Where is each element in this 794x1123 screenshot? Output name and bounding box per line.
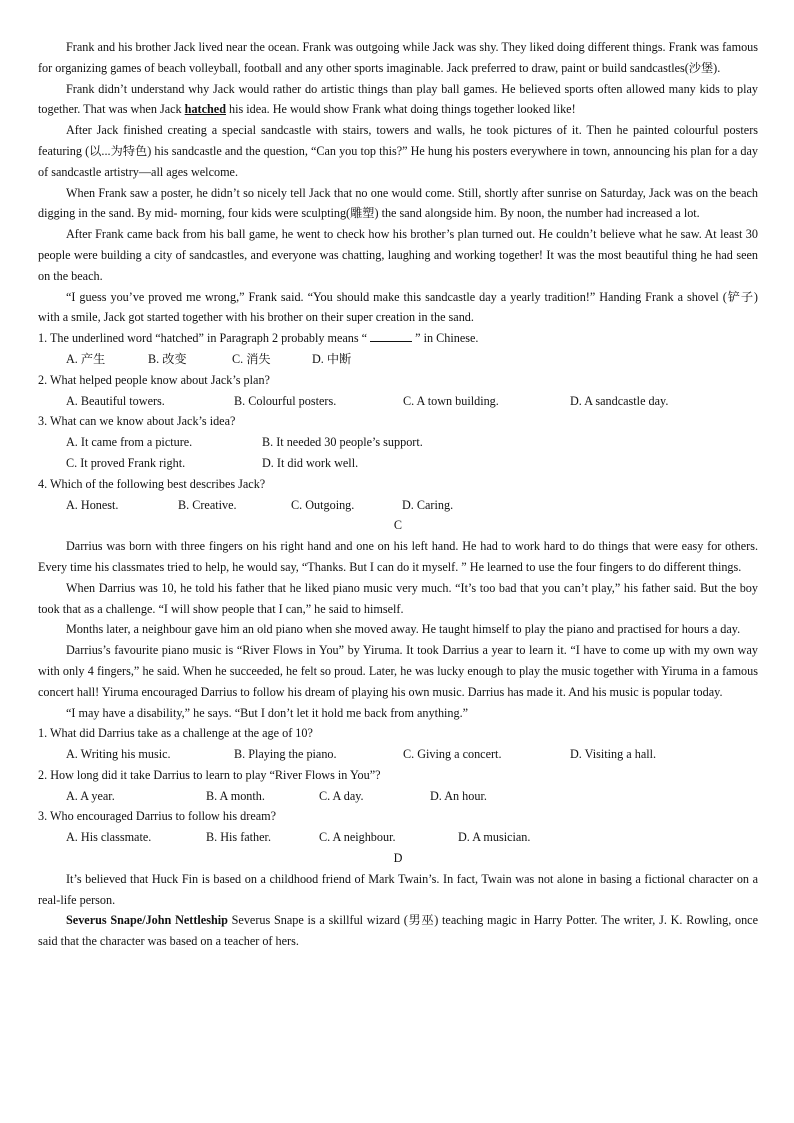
question-b2: 2. What helped people know about Jack’s plan? [38,372,270,387]
question-b2-options [38,391,758,412]
passage-b-paragraph-6: “I guess you’ve proved me wrong,” Frank said. “You should make this sandcastle day a yearly tradition!” Handing Frank a shovel (铲子) with a smile, Jack got started together with his brother on their super creation in the sand. [38,289,758,325]
option: A. Writing his music. [66,747,171,762]
option: B. Playing the piano. [234,747,337,762]
bold-lead: Severus Snape/John Nettleship [66,913,228,928]
question-c2: 2. How long did it take Darrius to learn to play “River Flows in You”? [38,767,381,782]
passage-b-paragraph-1: Frank and his brother Jack lived near the ocean. Frank was outgoing while Jack was shy. They liked doing different things. Frank was famous for organizing games of beach volleyball, football and any other sports imaginable. Jack preferred to draw, paint or build sandcastles(沙堡). [38,40,758,75]
answer-blank [370,329,412,342]
option: D. A sandcastle day. [570,393,669,408]
question-c3: 3. Who encouraged Darrius to follow his dream? [38,809,277,824]
question-c3-options [38,827,758,848]
option: C. A neighbour. [319,830,396,845]
option: D. Caring. [402,497,454,512]
option: A. His classmate. [66,830,152,845]
passage-d-paragraph-2 [38,910,758,952]
question-c2-options [38,786,758,807]
passage-c-paragraph-4: Darrius’s favourite piano music is “River Flows in You” by Yiruma. It took Darrius a year to learn it. “I have to come up with my own way with only 4 fingers,” he said. When he succeeded, he felt so proud. Later, he was lucky enough to play the music together with Yiruma in a famous concert hall! Yiruma encouraged Darrius to follow his dream of playing his own music. Darrius has made it. And his music is popular today. [38,643,758,699]
question-c1: 1. What did Darrius take as a challenge at the age of 10? [38,726,313,741]
option: D. 中断 [312,351,352,366]
option: D. It did work well. [262,455,359,470]
passage-b-paragraph-4: When Frank saw a poster, he didn’t so nicely tell Jack that no one would come. Still, shortly after sunrise on Saturday, Jack was on the beach digging in the sand. By mid- morning, four kids were sculpting(雕塑) the sand alongside him. By noon, the number had increased a lot. [38,185,758,221]
option: B. 改变 [148,351,187,366]
option: B. His father. [206,830,271,845]
passage-b-paragraph-3: After Jack finished creating a special sandcastle with stairs, towers and walls, he took pictures of it. Then he painted colourful posters featuring (以...为特色) his sandcastle and the question, “Can you top this?” He hung his posters everywhere in town, announcing his plan for a day of sandcastle artistry—all ages welcome. [38,123,758,179]
option: C. 消失 [232,351,271,366]
option: B. It needed 30 people’s support. [262,435,423,450]
question-b1-options [38,349,758,370]
option: C. Outgoing. [291,497,355,512]
section-heading-c: C [393,518,403,533]
passage-c-paragraph-2: When Darrius was 10, he told his father that he liked piano music very much. “It’s too bad that you can’t play,” his father said. But the boy took that as a challenge. “I will show people that I can,” he said to himself. [38,580,758,616]
option: C. It proved Frank right. [66,455,186,470]
question-b3-options-row2 [38,453,758,474]
option: B. Creative. [178,497,237,512]
question-b1 [38,328,758,349]
option: B. Colourful posters. [234,393,337,408]
text-span: Severus Snape is a skillful wizard (男巫) teaching magic in Harry Potter. The writer, J. K. Rowling, once said that the character was based on a teacher of hers. [38,913,758,949]
passage-c-paragraph-3: Months later, a neighbour gave him an old piano when she moved away. He taught himself to play the piano and practised for hours a day. [66,622,741,637]
passage-c-paragraph-5: “I may have a disability,” he says. “But I don’t let it hold me back from anything.” [66,705,469,720]
option: D. A musician. [458,830,531,845]
passage-b-paragraph-2 [38,79,758,121]
option: C. A town building. [403,393,499,408]
question-text: ” in Chinese. [412,331,479,346]
option: A. A year. [66,788,115,803]
question-b3: 3. What can we know about Jack’s idea? [38,414,236,429]
passage-d-paragraph-1: It’s believed that Huck Fin is based on a childhood friend of Mark Twain’s. In fact, Twain was not alone in basing a fictional character on a real-life person. [38,871,758,907]
passage-c-paragraph-1: Darrius was born with three fingers on his right hand and one on his left hand. He had to work hard to do things that were easy for others. Every time his classmates tried to help, he would say, “Thanks. But I can do it myself. ” He learned to use the four fingers to do different things. [38,539,758,574]
question-b3-options-row1 [38,432,758,453]
option: A. Beautiful towers. [66,393,165,408]
text-span: his idea. He would show Frank what doing things together looked like! [225,102,576,117]
document-page [38,37,758,952]
underlined-word: hatched [184,102,226,117]
option: D. An hour. [430,788,487,803]
question-b4: 4. Which of the following best describes Jack? [38,476,266,491]
section-heading-d: D [393,851,403,866]
question-c1-options [38,744,758,765]
passage-b-paragraph-5: After Frank came back from his ball game, he went to check how his brother’s plan turned out. He couldn’t believe what he saw. At least 30 people were building a city of sandcastles, and everyone was chatting, laughing and working together! It was the most beautiful thing he had seen on the beach. [38,227,758,283]
option: C. A day. [319,788,364,803]
option: A. It came from a picture. [66,435,193,450]
option: B. A month. [206,788,265,803]
text-span: Frank didn’t understand why Jack would rather do artistic things than play ball games. He believed sports often allowed many kids to play together. That was when Jack [38,81,758,117]
option: D. Visiting a hall. [570,747,657,762]
option: A. Honest. [66,497,119,512]
option: C. Giving a concert. [403,747,502,762]
question-text: 1. The underlined word “hatched” in Paragraph 2 probably means “ [38,331,371,346]
option: A. 产生 [66,351,106,366]
question-b4-options [38,495,758,516]
